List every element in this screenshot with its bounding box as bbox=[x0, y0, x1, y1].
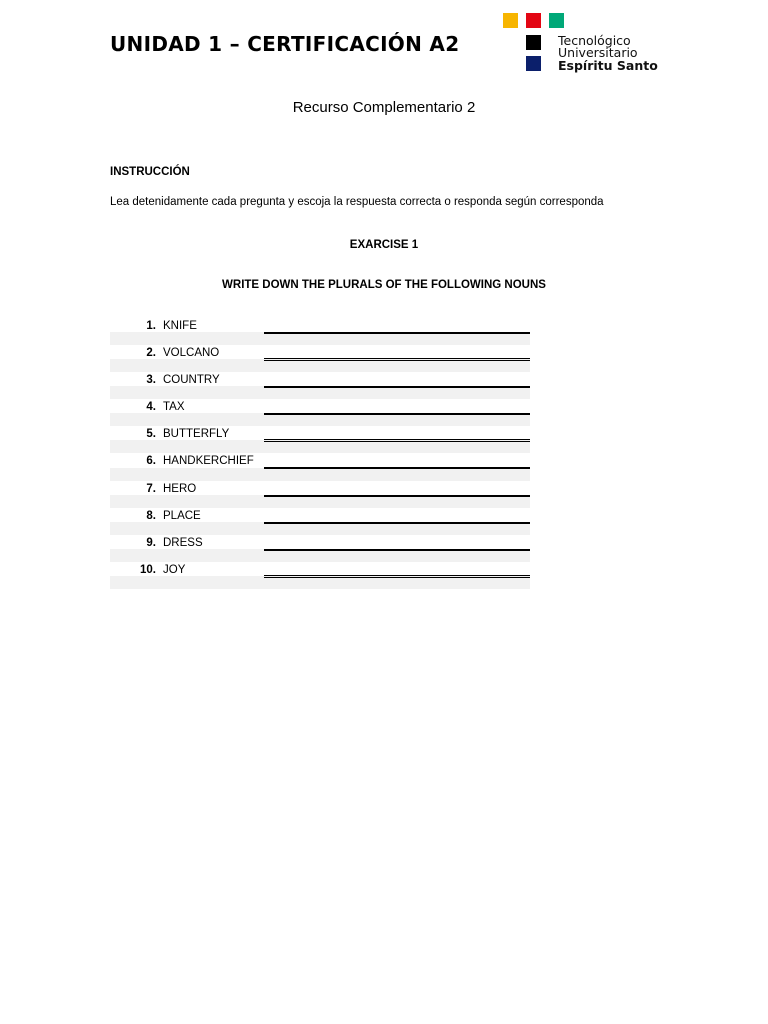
list-item bbox=[110, 426, 530, 453]
item-word: BUTTERFLY bbox=[163, 428, 230, 441]
institution-logo bbox=[503, 13, 663, 75]
item-number: 7. bbox=[146, 482, 156, 495]
logo-line-2: Universitario bbox=[558, 45, 638, 60]
item-number: 1. bbox=[146, 320, 156, 332]
page-subtitle: Recurso Complementario 2 bbox=[292, 99, 476, 116]
item-number: 3. bbox=[146, 374, 156, 387]
document-title: UNIDAD 1 – CERTIFICACIÓN A2 bbox=[110, 32, 460, 56]
instruction-text: Lea detenidamente cada pregunta y escoja la respuesta correcta o responda según corresponda bbox=[110, 196, 604, 208]
item-word: PLACE bbox=[163, 509, 201, 522]
plural-answer-field[interactable] bbox=[264, 495, 530, 497]
logo-yellow-square bbox=[503, 13, 518, 28]
list-item bbox=[110, 481, 530, 508]
item-number: 4. bbox=[146, 401, 156, 414]
noun-list bbox=[110, 318, 530, 589]
item-word: KNIFE bbox=[163, 320, 197, 332]
logo-green-square bbox=[549, 13, 564, 28]
plural-answer-field[interactable] bbox=[264, 467, 530, 469]
item-number: 5. bbox=[146, 428, 156, 441]
item-number: 6. bbox=[146, 455, 156, 468]
list-item bbox=[110, 562, 530, 589]
item-word: JOY bbox=[163, 563, 186, 576]
item-word: COUNTRY bbox=[163, 374, 220, 387]
item-word: TAX bbox=[163, 401, 185, 414]
list-item bbox=[110, 535, 530, 562]
item-word: DRESS bbox=[163, 536, 203, 549]
plural-answer-field[interactable] bbox=[264, 549, 530, 551]
logo-red-square bbox=[526, 13, 541, 28]
plural-answer-field[interactable] bbox=[264, 439, 530, 442]
item-number: 10. bbox=[140, 563, 156, 576]
item-word: VOLCANO bbox=[163, 347, 220, 360]
item-number: 2. bbox=[146, 347, 156, 360]
list-item bbox=[110, 453, 530, 480]
list-item bbox=[110, 508, 530, 535]
list-item bbox=[110, 345, 530, 372]
logo-navy-square bbox=[526, 56, 541, 71]
list-item bbox=[110, 372, 530, 399]
plural-answer-field[interactable] bbox=[264, 386, 530, 388]
item-number: 9. bbox=[146, 536, 156, 549]
instruction-heading: INSTRUCCIÓN bbox=[110, 166, 190, 178]
list-item bbox=[110, 318, 530, 345]
item-number: 8. bbox=[146, 509, 156, 522]
exercise-task: WRITE DOWN THE PLURALS OF THE FOLLOWING NOUNS bbox=[222, 279, 546, 291]
plural-answer-field[interactable] bbox=[264, 413, 530, 415]
logo-line-1: Tecnológico bbox=[558, 33, 631, 48]
list-item bbox=[110, 399, 530, 426]
item-word: HERO bbox=[163, 482, 197, 495]
item-word: HANDKERCHIEF bbox=[163, 455, 254, 468]
plural-answer-field[interactable] bbox=[264, 332, 530, 334]
logo-line-3: Espíritu Santo bbox=[558, 58, 658, 73]
logo-black-square bbox=[526, 35, 541, 50]
exercise-label: EXARCISE 1 bbox=[349, 239, 419, 251]
plural-answer-field[interactable] bbox=[264, 522, 530, 524]
plural-answer-field[interactable] bbox=[264, 358, 530, 361]
plural-answer-field[interactable] bbox=[264, 575, 530, 578]
